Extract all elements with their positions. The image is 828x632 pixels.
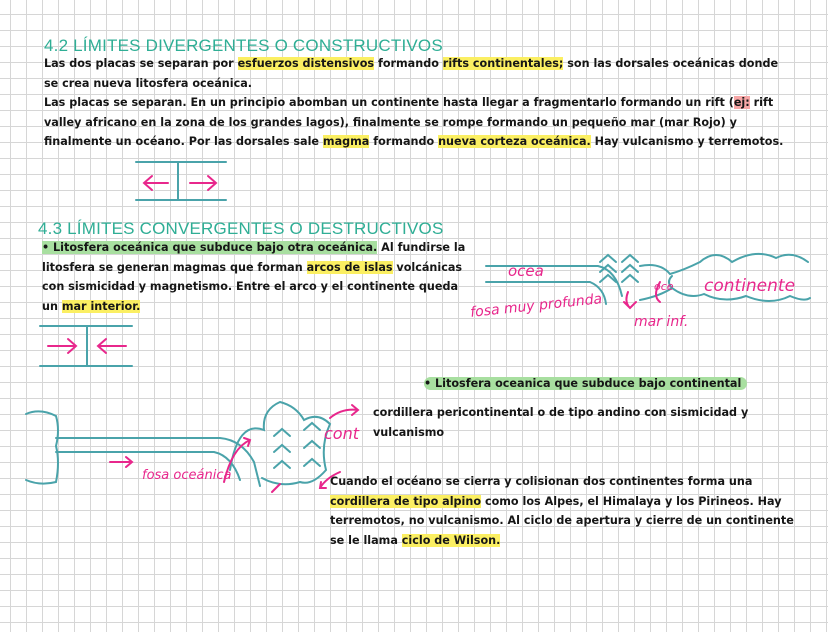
highlight-esfuerzos: esfuerzos distensivos (237, 57, 375, 70)
label-cont: cont (324, 424, 359, 443)
text: formando (374, 57, 443, 70)
text: Hay vulcanismo y terremotos. (590, 135, 784, 149)
section-title-4-2: 4.2 LÍMITES DIVERGENTES O CONSTRUCTIVOS (44, 36, 443, 55)
highlight-rifts: rifts continentales; (442, 57, 564, 70)
text: Las placas se separan. En un principio abomban un continente hasta llegar a fragmentarlo formando un rift ( (44, 96, 734, 109)
label-mar-inf: mar inf. (634, 314, 689, 330)
divergent-arrows-sketch (136, 162, 226, 200)
convergent-arrows-sketch (40, 326, 132, 366)
section-title-4-3: 4.3 LÍMITES CONVERGENTES O DESTRUCTIVOS (38, 219, 444, 238)
highlight-nueva-corteza: nueva corteza oceánica. (438, 135, 591, 149)
highlight-alpino: cordillera de tipo alpino (330, 494, 482, 508)
text: volcánicas con sismicidad y magnetismo. Entre el arco y el continente queda un (42, 260, 463, 313)
highlight-bullet-oceanic: • Litosfera oceánica que subduce bajo otra oceánica. (42, 241, 378, 254)
text: como los Alpes, el Himalaya y los Pirineos. Hay terremotos, no vulcanismo. Al ciclo de apertura y cierre de un continente se le llama (330, 494, 794, 547)
highlight-bullet-continental: • Litosfera oceanica que subduce bajo continental (424, 377, 747, 390)
highlight-arcos: arcos de islas (306, 260, 393, 274)
label-ocea: ocea (508, 262, 544, 280)
highlight-magma: magma (322, 135, 370, 149)
highlight-mar-interior: mar interior. (61, 299, 141, 313)
text: rift valley africano en la zona de los grandes lagos), finalmente se rompe formando un pequeño mar (mar Rojo) y finalmente un océano. Por las dorsales sale (44, 96, 774, 149)
label-fosa-muy-profunda: fosa muy profunda (469, 291, 603, 321)
highlight-ej: ej: (733, 96, 750, 109)
label-continente: continente (704, 276, 796, 296)
highlight-wilson: ciclo de Wilson. (401, 533, 501, 547)
text: son las dorsales oceánicas donde se crea nueva litosfera oceánica. (44, 57, 779, 90)
label-fosa-oceanica: fosa oceánica (142, 468, 232, 483)
paragraph-andino: cordillera pericontinental o de tipo andino con sismicidad y vulcanismo (373, 406, 749, 439)
text: formando (369, 135, 439, 149)
text: Al fundirse la litosfera se generan magmas que forman (42, 241, 466, 274)
text: Las dos placas se separan por (44, 57, 238, 70)
label-oce: oce (654, 280, 674, 293)
text: Cuando el océano se cierra y colisionan dos continentes forma una (330, 475, 753, 488)
